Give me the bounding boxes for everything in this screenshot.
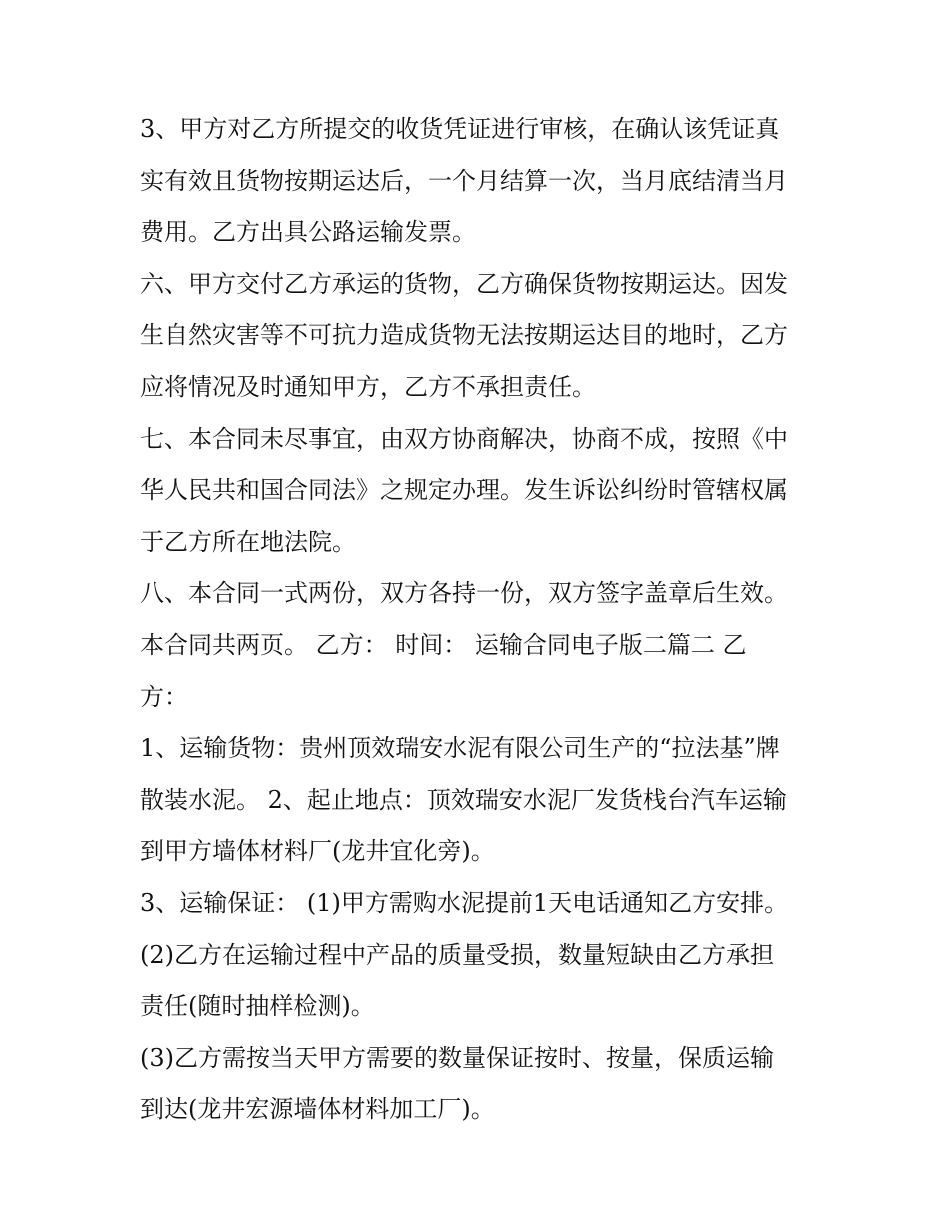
- text-line: 到甲方墙体材料厂(龙井宜化旁)。: [140, 837, 495, 866]
- text-line: 实有效且货物按期运达后，一个月结算一次，当月底结清当月: [140, 166, 788, 195]
- text-line: 方：: [140, 682, 188, 711]
- text-line: 八、本合同一式两份，双方各持一份，双方签字盖章后生效。: [140, 579, 788, 608]
- text-line: 七、本合同未尽事宜，由双方协商解决，协商不成，按照《中: [140, 424, 788, 453]
- text-line: 3、甲方对乙方所提交的收货凭证进行审核，在确认该凭证真: [140, 115, 780, 143]
- text-line: (2)乙方在运输过程中产品的质量受损，数量短缺由乙方承担: [140, 940, 774, 969]
- text-line: 于乙方所在地法院。: [140, 527, 356, 556]
- text-line: 散装水泥。 2、起止地点：顶效瑞安水泥厂发货栈台汽车运输: [140, 785, 787, 814]
- text-line: (3)乙方需按当天甲方需要的数量保证按时、按量，保质运输: [140, 1043, 774, 1072]
- text-line: 本合同共两页。 乙方： 时间： 运输合同电子版二篇二 乙: [140, 630, 747, 659]
- text-line: 六、甲方交付乙方承运的货物，乙方确保货物按期运达。因发: [140, 269, 788, 298]
- text-line: 1、运输货物：贵州顶效瑞安水泥有限公司生产的“拉法基”牌: [140, 734, 780, 763]
- text-line: 应将情况及时通知甲方，乙方不承担责任。: [140, 372, 596, 401]
- text-line: 3、运输保证： (1)甲方需购水泥提前1天电话通知乙方安排。: [140, 888, 789, 917]
- text-line: 费用。乙方出具公路运输发票。: [140, 218, 476, 247]
- text-line: 生自然灾害等不可抗力造成货物无法按期运达目的地时，乙方: [140, 321, 788, 350]
- document-body: [140, 104, 815, 1136]
- text-line: 责任(随时抽样检测)。: [140, 992, 375, 1021]
- text-line: 华人民共和国合同法》之规定办理。发生诉讼纠纷时管辖权属: [140, 476, 788, 505]
- text-line: 到达(龙井宏源墙体材料加工厂)。: [140, 1095, 495, 1124]
